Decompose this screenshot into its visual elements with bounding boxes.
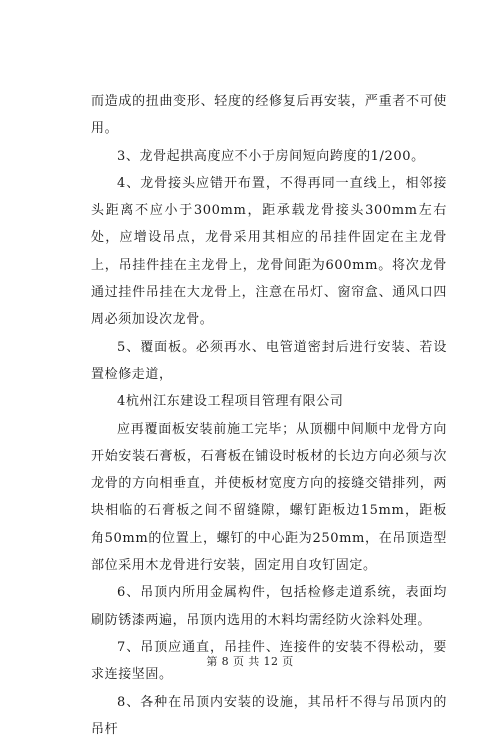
paragraph-item-6: 6、吊顶内所用金属构件，包括检修走道系统，表面均刷防锈漆两遍，吊顶内选用的木料均需经防火涂料处理。 xyxy=(91,585,447,628)
paragraph-installation: 应再覆面板安装前施工完毕；从顶棚中间顺中龙骨方向开始安装石膏板，石膏板在铺设时板材的长边方向必须与次龙骨的方向相垂直，并使板材宽度方向的接缝交错排列，两块相临的石膏板之间不留缝隙，螺钉距板边15mm，距板角50mm的位置上，螺钉的中心距为250mm，在吊顶造型部位采用木龙骨进行安装，固定用自攻钉固定。 xyxy=(91,421,447,574)
document-body xyxy=(91,88,447,743)
paragraph-item-5: 5、覆面板。必须再水、电管道密封后进行安装、若设置检修走道， xyxy=(91,339,447,382)
company-line: 4杭州江东建设工程项目管理有限公司 xyxy=(117,394,344,410)
paragraph-continuation: 而造成的扭曲变形、轻度的经修复后再安装，严重者不可使用。 xyxy=(91,94,447,137)
paragraph-item-4: 4、龙骨接头应错开布置，不得再同一直线上，相邻接头距离不应小于300mm，距承载龙骨接头300mm左右处，应增设吊点，龙骨采用其相应的吊挂件固定在主龙骨上，吊挂件挂在主龙骨上，龙骨间距为600mm。将次龙骨通过挂件吊挂在大龙骨上，注意在吊灯、窗帘盒、通风口四周必须加设次龙骨。 xyxy=(91,175,447,328)
paragraph-item-8: 8、各种在吊顶内安装的设施，其吊杆不得与吊顶内的吊杆 xyxy=(91,694,447,737)
page-footer: 第 8 页 共 12 页 xyxy=(206,655,294,668)
paragraph-item-3: 3、龙骨起拱高度应不小于房间短向跨度的1/200。 xyxy=(117,148,425,164)
paragraph-item-7: 7、吊顶应通直，吊挂件、连接件的安装不得松动，要求连接坚固。 xyxy=(91,639,447,683)
